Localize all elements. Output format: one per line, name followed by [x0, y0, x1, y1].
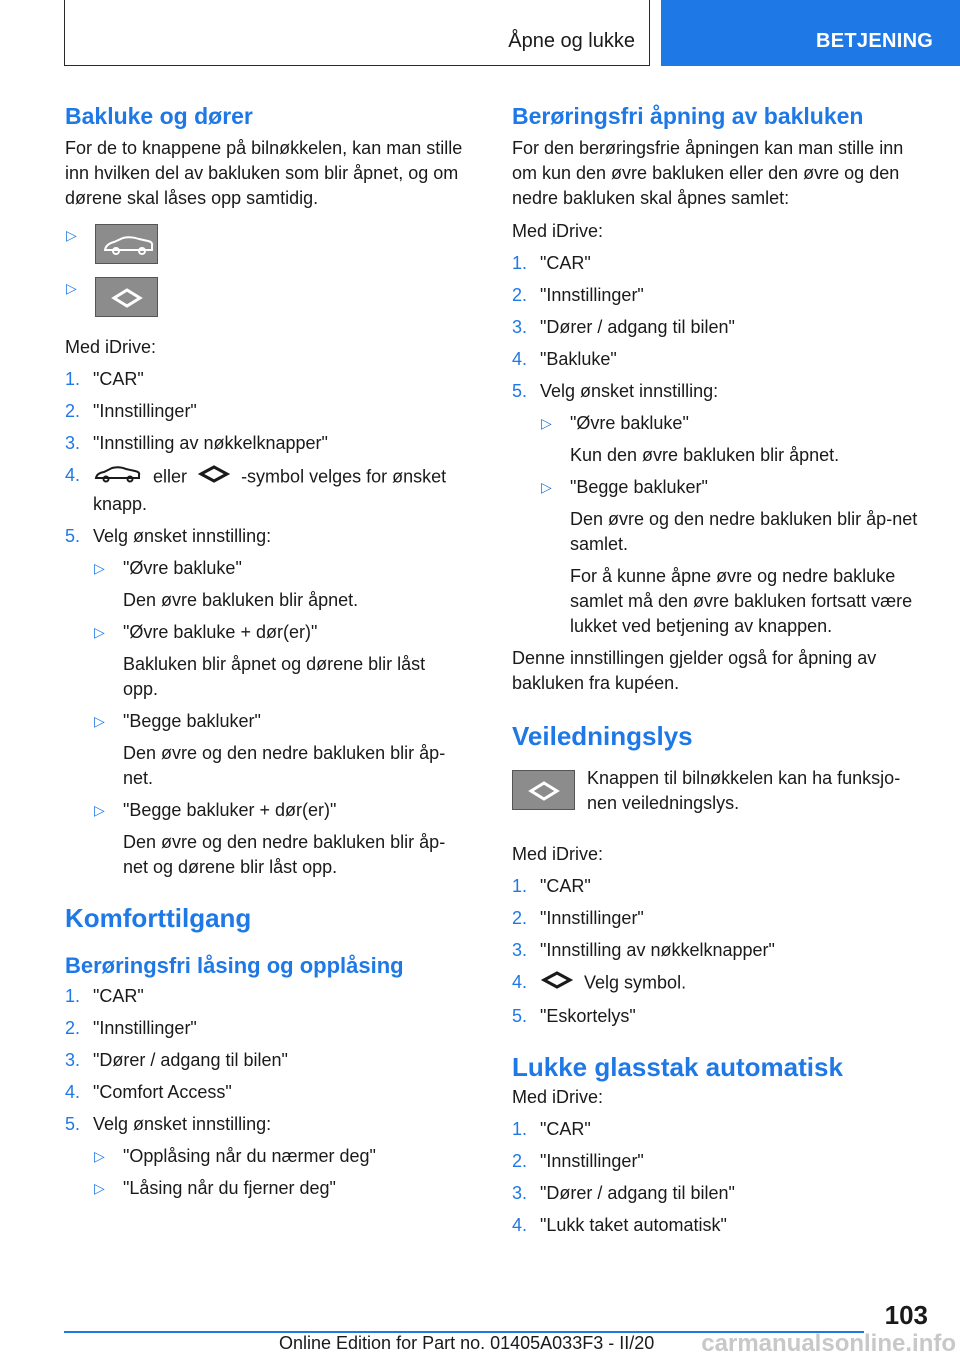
diamond-arrows-icon — [95, 277, 158, 317]
berorings-outro: Denne innstillingen gjelder også for åpning av bakluken fra kupéen. — [512, 648, 877, 693]
list-item: 1. "CAR" — [512, 876, 591, 896]
list-item: 3. "Innstilling av nøkkelknapper" — [512, 940, 775, 960]
list-item: 2. "Innstillinger" — [512, 1151, 644, 1171]
list-item: 3. "Dører / adgang til bilen" — [512, 1183, 735, 1203]
glasstak-steps — [512, 1117, 930, 1238]
list-item: 3. "Dører / adgang til bilen" — [512, 317, 735, 337]
diamond-arrows-icon — [540, 970, 574, 997]
bullet-triangle-icon: ▷ — [94, 560, 105, 576]
list-item: 1. "CAR" — [65, 369, 144, 389]
list-item: ▷ "Øvre bakluke" Den øvre bakluken blir åpnet. — [94, 558, 359, 610]
left-column — [65, 100, 465, 1201]
bullet-triangle-icon: ▷ — [541, 415, 552, 431]
berorings-options — [540, 411, 930, 639]
section-label: BETJENING — [816, 30, 934, 52]
bullet-triangle-icon: ▷ — [94, 1180, 105, 1196]
list-item: 4. Velg symbol. — [512, 970, 930, 997]
berorings-intro: For den berøringsfrie åpningen kan man stille inn om kun den øvre bakluken eller den øvre og den nedre bakluken skal åpnes samlet: — [512, 138, 904, 208]
bullet-triangle-icon: ▷ — [541, 479, 552, 495]
watermark: carmanualsonline.info — [701, 1330, 956, 1357]
komfort-options — [93, 1144, 465, 1201]
list-item: 1. "CAR" — [512, 253, 591, 273]
heading-bakluke: Bakluke og dører — [65, 103, 253, 129]
list-item: 2. "Innstillinger" — [512, 908, 644, 928]
footer-edition: Online Edition for Part no. 01405A033F3 - II/20 — [279, 1333, 655, 1353]
bullet-triangle-icon: ▷ — [66, 227, 77, 243]
list-item: 4. "Lukk taket automatisk" — [512, 1215, 727, 1235]
veiledning-box — [512, 764, 930, 826]
car-icon — [95, 224, 158, 264]
list-item: ▷ "Begge bakluker + dør(er)" Den øvre og den nedre bakluken blir åp-net og dørene blir låst opp. — [94, 800, 446, 877]
list-item: 1. "CAR" — [65, 986, 144, 1006]
veiledning-steps — [512, 874, 930, 1029]
berorings-steps — [512, 251, 930, 639]
med-idrive: Med iDrive: — [65, 337, 157, 357]
med-idrive: Med iDrive: — [512, 221, 604, 241]
list-item: ▷ "Begge bakluker" Den øvre og den nedre bakluken blir åp-net samlet. For å kunne åpne øvre og nedre bakluke samlet må den øvre bakluken fortsatt være lukket ved betjening av knappen. — [541, 477, 918, 636]
list-item: 5. Velg ønsket innstilling: ▷ "Øvre bakluke" Kun den øvre bakluken blir åpnet. ▷ "Begge bakluker" Den øvre og den nedre bakluken blir åp-net samlet. For å kunne åpne øvre og nedre bakluke samlet må den øvre bakluken fortsatt være lukket ved betjening av knappen. — [512, 379, 930, 639]
header-box — [64, 0, 650, 66]
diamond-arrows-icon — [197, 464, 231, 491]
list-item: ▷ "Øvre bakluke" Kun den øvre bakluken blir åpnet. — [541, 413, 840, 465]
list-item: 5. "Eskortelys" — [512, 1006, 636, 1026]
list-item: 5. Velg ønsket innstilling: ▷ "Opplåsing når du nærmer deg" ▷ "Låsing når du fjerner deg" — [65, 1112, 465, 1201]
list-item: 4. eller -symbol velges for ønsket knapp. — [65, 465, 447, 514]
med-idrive: Med iDrive: — [512, 1087, 604, 1107]
list-item: 4. "Comfort Access" — [65, 1082, 232, 1102]
diamond-arrows-icon — [512, 770, 575, 810]
list-item: ▷ "Opplåsing når du nærmer deg" — [93, 1144, 465, 1169]
list-item: 2. "Innstillinger" — [65, 1018, 197, 1038]
bullet-triangle-icon: ▷ — [94, 624, 105, 640]
right-column — [512, 100, 930, 1238]
komfort-steps — [65, 984, 465, 1201]
list-item: 1. "CAR" — [512, 1119, 591, 1139]
bullet-triangle-icon: ▷ — [94, 802, 105, 818]
chapter-title: Åpne og lukke — [508, 30, 635, 52]
list-item: ▷ "Låsing når du fjerner deg" — [93, 1176, 465, 1201]
bakluke-steps — [65, 367, 465, 880]
car-icon — [93, 463, 143, 492]
list-item: ▷ "Øvre bakluke + dør(er)" Bakluken blir åpnet og dørene blir låst opp. — [94, 622, 426, 699]
heading-berorings: Berøringsfri åpning av bakluken — [512, 103, 864, 129]
subheading-komfort: Berøringsfri låsing og opplåsing — [65, 953, 404, 978]
bullet-triangle-icon: ▷ — [94, 713, 105, 729]
list-item: 2. "Innstillinger" — [512, 285, 644, 305]
heading-glasstak: Lukke glasstak automatisk — [512, 1052, 843, 1082]
bakluke-options — [93, 556, 465, 880]
list-item: 4. "Bakluke" — [512, 349, 617, 369]
heading-veiledning: Veiledningslys — [512, 721, 693, 751]
list-item: ▷ "Begge bakluker" Den øvre og den nedre bakluken blir åp-net. — [94, 711, 446, 788]
list-item: 3. "Innstilling av nøkkelknapper" — [65, 433, 328, 453]
bakluke-intro: For de to knappene på bilnøkkelen, kan man stille inn hvilken del av bakluken som blir åpnet, og om dørene skal låses opp samtidig. — [65, 138, 463, 208]
med-idrive: Med iDrive: — [512, 844, 604, 864]
heading-komfort: Komforttilgang — [65, 903, 252, 933]
list-item: 3. "Dører / adgang til bilen" — [65, 1050, 288, 1070]
list-item: 5. Velg ønsket innstilling: ▷ "Øvre bakluke" Den øvre bakluken blir åpnet. ▷ "Øvre bakluke + dør(er)" Bakluken blir åpnet og dørene blir låst opp. ▷ "Begge bakluker" Den øvre og den nedre bakluken blir åp-net. ▷ "Begge bakluker + dør(er)" Den øvre og den nedre bakluken blir åp-net og dørene blir låst opp. — [65, 524, 465, 880]
icon-row-diamond — [65, 277, 465, 317]
list-item: 2. "Innstillinger" — [65, 401, 197, 421]
bullet-triangle-icon: ▷ — [94, 1148, 105, 1164]
icon-row-car — [65, 224, 465, 264]
veiledning-intro: Knappen til bilnøkkelen kan ha funksjo-nen veiledningslys. — [587, 768, 901, 813]
page-number: 103 — [884, 1300, 928, 1330]
bullet-triangle-icon: ▷ — [66, 280, 77, 296]
